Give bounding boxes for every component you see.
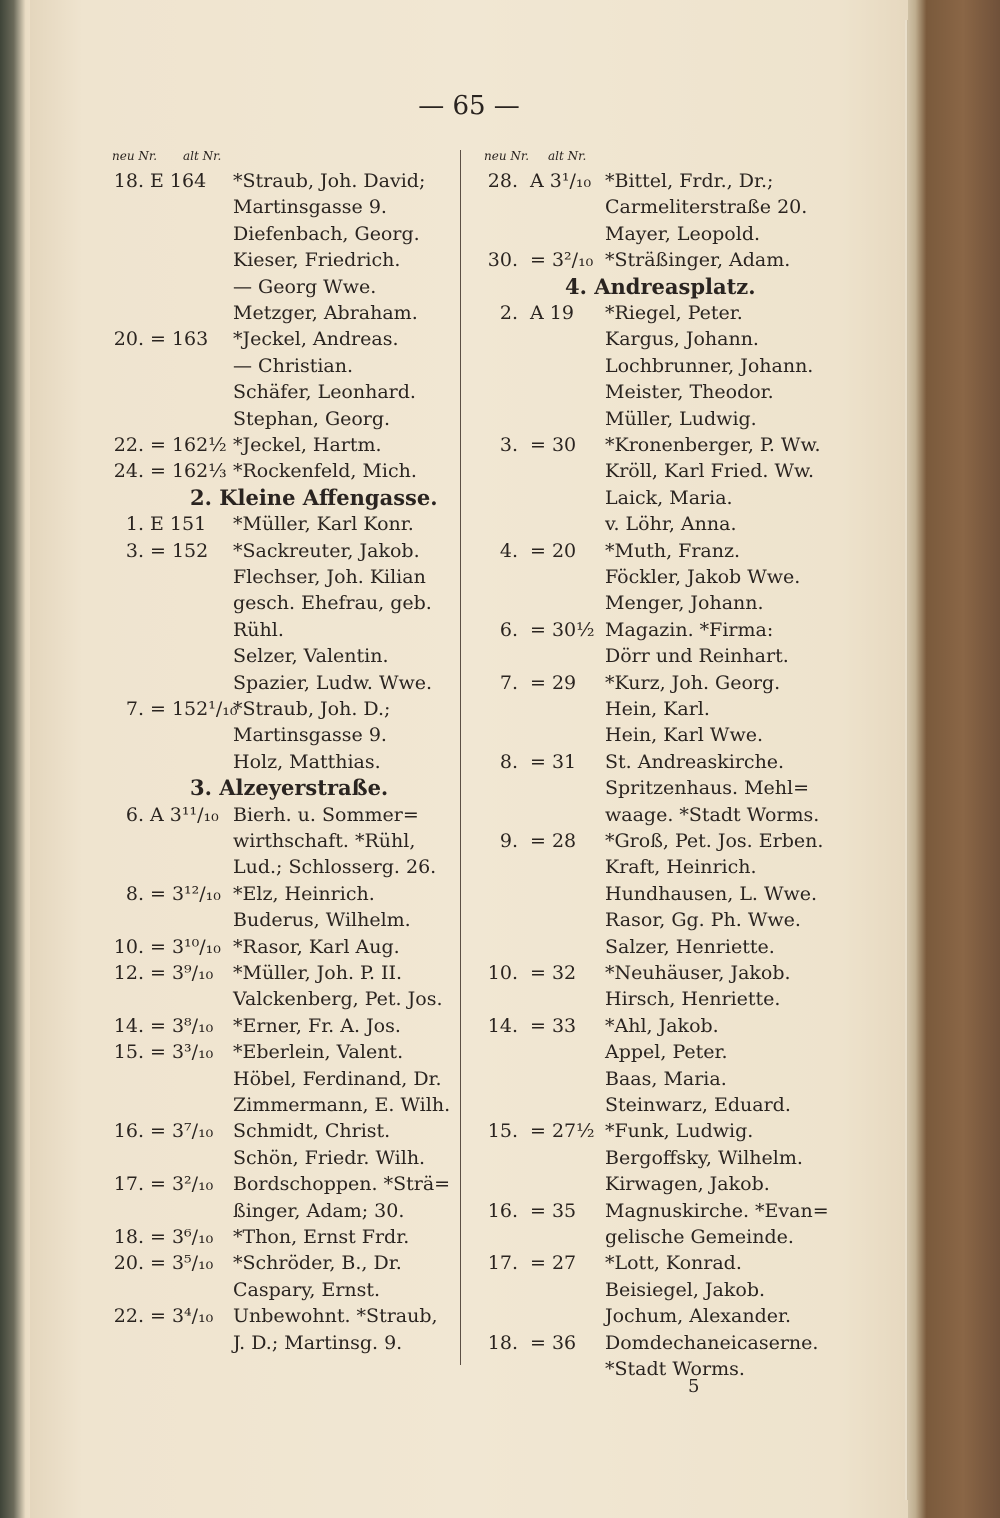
col-header-neu-left: neu Nr.: [112, 149, 158, 163]
entry-old-number: = 3⁵/₁₀: [150, 1252, 214, 1274]
entry-continuation: Höbel, Ferdinand, Dr.: [233, 1068, 442, 1090]
entry-old-number: = 3¹⁰/₁₀: [150, 936, 221, 958]
entry-continuation: Schön, Friedr. Wilh.: [233, 1147, 426, 1169]
entry-resident: *Straub, Joh. David;: [233, 170, 426, 192]
entry-old-number: = 32: [530, 962, 577, 984]
entry-continuation: Meister, Theodor.: [605, 381, 774, 403]
entry-resident: *Müller, Karl Konr.: [233, 513, 414, 535]
entry-resident: *Jeckel, Hartm.: [233, 434, 382, 456]
entry-old-number: = 3²/₁₀: [150, 1173, 214, 1195]
entry-new-number: 18.: [113, 1226, 144, 1248]
entry-resident: *Müller, Joh. P. II.: [233, 962, 403, 984]
entry-new-number: 8.: [499, 751, 518, 773]
entry-new-number: 28.: [487, 170, 518, 192]
entry-resident: *Jeckel, Andreas.: [233, 328, 399, 350]
entry-resident: *Rasor, Karl Aug.: [233, 936, 400, 958]
entry-old-number: = 30½: [530, 619, 595, 641]
entry-continuation: gesch. Ehefrau, geb.: [233, 592, 432, 614]
entry-resident: *Riegel, Peter.: [605, 302, 743, 324]
entry-continuation: Schäfer, Leonhard.: [233, 381, 416, 403]
entry-resident: *Sackreuter, Jakob.: [233, 540, 420, 562]
entry-new-number: 16.: [487, 1200, 518, 1222]
entry-continuation: Menger, Johann.: [605, 592, 764, 614]
book-cover-board: [908, 0, 1000, 1518]
entry-old-number: A 3¹/₁₀: [530, 170, 592, 192]
entry-continuation: v. Löhr, Anna.: [605, 513, 737, 535]
entry-continuation: Kröll, Karl Fried. Ww.: [605, 460, 815, 482]
entry-new-number: 9.: [499, 830, 518, 852]
entry-new-number: 7.: [499, 672, 518, 694]
entry-new-number: 14.: [487, 1015, 518, 1037]
entry-resident: *Ahl, Jakob.: [605, 1015, 719, 1037]
entry-continuation: — Christian.: [233, 355, 354, 377]
entry-continuation: Hirsch, Henriette.: [605, 988, 781, 1010]
entry-new-number: 18.: [113, 170, 144, 192]
entry-new-number: 8.: [125, 883, 144, 905]
entry-continuation: Caspary, Ernst.: [233, 1279, 381, 1301]
entry-resident: *Elz, Heinrich.: [233, 883, 375, 905]
entry-continuation: Holz, Matthias.: [233, 751, 381, 773]
entry-continuation: Müller, Ludwig.: [605, 408, 757, 430]
entry-resident: *Funk, Ludwig.: [605, 1120, 754, 1142]
entry-continuation: Buderus, Wilhelm.: [233, 909, 411, 931]
entry-continuation: Valckenberg, Pet. Jos.: [233, 988, 443, 1010]
entry-old-number: = 31: [530, 751, 577, 773]
entry-new-number: 7.: [125, 698, 144, 720]
entry-continuation: Stephan, Georg.: [233, 408, 391, 430]
entry-new-number: 20.: [113, 1252, 144, 1274]
entry-continuation: Beisiegel, Jakob.: [605, 1279, 766, 1301]
entry-continuation: Kraft, Heinrich.: [605, 856, 757, 878]
entry-resident: St. Andreaskirche.: [605, 751, 785, 773]
entry-continuation: Laick, Maria.: [605, 487, 733, 509]
entry-old-number: = 3⁸/₁₀: [150, 1015, 214, 1037]
entry-old-number: A 19: [530, 302, 574, 324]
entry-new-number: 10.: [113, 936, 144, 958]
entry-continuation: Kirwagen, Jakob.: [605, 1173, 770, 1195]
entry-old-number: = 30: [530, 434, 577, 456]
entry-continuation: gelische Gemeinde.: [605, 1226, 794, 1248]
entry-continuation: Lochbrunner, Johann.: [605, 355, 814, 377]
column-divider: [460, 150, 461, 1365]
entry-new-number: 20.: [113, 328, 144, 350]
entry-new-number: 16.: [113, 1120, 144, 1142]
entry-continuation: Hein, Karl.: [605, 698, 710, 720]
col-header-alt-left: alt Nr.: [183, 149, 222, 163]
entry-continuation: — Georg Wwe.: [233, 276, 377, 298]
entry-resident: Schmidt, Christ.: [233, 1120, 391, 1142]
entry-resident: Bordschoppen. *Strä=: [233, 1173, 451, 1195]
entry-old-number: = 3³/₁₀: [150, 1041, 214, 1063]
entry-continuation: Lud.; Schlosserg. 26.: [233, 856, 437, 878]
entry-continuation: Appel, Peter.: [605, 1041, 728, 1063]
entry-continuation: Baas, Maria.: [605, 1068, 727, 1090]
previous-page-edge: [0, 0, 34, 1518]
entry-new-number: 4.: [499, 540, 518, 562]
entry-new-number: 15.: [113, 1041, 144, 1063]
page-number: — 65 —: [418, 91, 520, 121]
entry-continuation: Kargus, Johann.: [605, 328, 759, 350]
col-header-neu-right: neu Nr.: [484, 149, 530, 163]
entry-old-number: E 151: [150, 513, 207, 535]
entry-continuation: Selzer, Valentin.: [233, 645, 389, 667]
entry-continuation: Bergoffsky, Wilhelm.: [605, 1147, 803, 1169]
entry-resident: Magnuskirche. *Evan=: [605, 1200, 829, 1222]
entry-new-number: 22.: [113, 1305, 144, 1327]
section-heading: 3. Alzeyerstraße.: [190, 775, 389, 800]
entry-old-number: = 28: [530, 830, 577, 852]
entry-continuation: J. D.; Martinsg. 9.: [233, 1332, 403, 1354]
entry-new-number: 15.: [487, 1120, 518, 1142]
entry-continuation: Kieser, Friedrich.: [233, 249, 401, 271]
entry-resident: *Thon, Ernst Frdr.: [233, 1226, 410, 1248]
entry-continuation: Carmeliterstraße 20.: [605, 196, 808, 218]
entry-new-number: 6.: [125, 804, 144, 826]
entry-old-number: A 3¹¹/₁₀: [150, 804, 219, 826]
entry-new-number: 18.: [487, 1332, 518, 1354]
entry-old-number: = 3⁹/₁₀: [150, 962, 214, 984]
entry-old-number: = 29: [530, 672, 577, 694]
entry-new-number: 3.: [125, 540, 144, 562]
entry-resident: Domdechaneicaserne.: [605, 1332, 819, 1354]
entry-old-number: = 163: [150, 328, 209, 350]
entry-old-number: E 164: [150, 170, 207, 192]
entry-resident: *Lott, Konrad.: [605, 1252, 742, 1274]
section-heading: 4. Andreasplatz.: [565, 274, 756, 299]
entry-continuation: Diefenbach, Georg.: [233, 223, 420, 245]
entry-continuation: Zimmermann, E. Wilh.: [233, 1094, 451, 1116]
entry-new-number: 12.: [113, 962, 144, 984]
entry-new-number: 17.: [487, 1252, 518, 1274]
entry-old-number: = 3⁴/₁₀: [150, 1305, 214, 1327]
entry-old-number: = 33: [530, 1015, 577, 1037]
entry-continuation: Jochum, Alexander.: [605, 1305, 792, 1327]
entry-new-number: 6.: [499, 619, 518, 641]
entry-resident: *Rockenfeld, Mich.: [233, 460, 417, 482]
entry-old-number: = 3²/₁₀: [530, 249, 594, 271]
entry-resident: *Bittel, Frdr., Dr.;: [605, 170, 774, 192]
entry-continuation: Martinsgasse 9.: [233, 724, 387, 746]
entry-resident: *Erner, Fr. A. Jos.: [233, 1015, 401, 1037]
entry-old-number: = 3¹²/₁₀: [150, 883, 221, 905]
entry-new-number: 30.: [487, 249, 518, 271]
entry-new-number: 24.: [113, 460, 144, 482]
entry-old-number: = 162⅓: [150, 460, 227, 482]
entry-old-number: = 152¹/₁₀: [150, 698, 238, 720]
entry-new-number: 2.: [499, 302, 518, 324]
entry-resident: *Neuhäuser, Jakob.: [605, 962, 791, 984]
entry-continuation: waage. *Stadt Worms.: [605, 804, 820, 826]
entry-continuation: Spritzenhaus. Mehl=: [605, 777, 810, 799]
entry-old-number: = 35: [530, 1200, 577, 1222]
entry-continuation: wirthschaft. *Rühl,: [233, 830, 416, 852]
entry-resident: Bierh. u. Sommer=: [233, 804, 419, 826]
entry-resident: *Kurz, Joh. Georg.: [605, 672, 781, 694]
entry-continuation: Mayer, Leopold.: [605, 223, 761, 245]
entry-continuation: Martinsgasse 9.: [233, 196, 387, 218]
entry-old-number: = 36: [530, 1332, 577, 1354]
entry-old-number: = 162½: [150, 434, 227, 456]
entry-continuation: Steinwarz, Eduard.: [605, 1094, 791, 1116]
entry-continuation: Salzer, Henriette.: [605, 936, 775, 958]
entry-continuation: Spazier, Ludw. Wwe.: [233, 672, 433, 694]
entry-continuation: Hein, Karl Wwe.: [605, 724, 764, 746]
entry-continuation: Flechser, Joh. Kilian: [233, 566, 426, 588]
entry-old-number: = 3⁷/₁₀: [150, 1120, 214, 1142]
entry-resident: *Straub, Joh. D.;: [233, 698, 391, 720]
entry-new-number: 17.: [113, 1173, 144, 1195]
entry-continuation: Rühl.: [233, 619, 284, 641]
entry-new-number: 1.: [125, 513, 144, 535]
entry-resident: *Schröder, B., Dr.: [233, 1252, 402, 1274]
col-header-alt-right: alt Nr.: [548, 149, 587, 163]
entry-continuation: Rasor, Gg. Ph. Wwe.: [605, 909, 801, 931]
entry-resident: *Muth, Franz.: [605, 540, 741, 562]
section-heading: 2. Kleine Affengasse.: [190, 485, 438, 510]
entry-new-number: 14.: [113, 1015, 144, 1037]
entry-resident: *Sträßinger, Adam.: [605, 249, 791, 271]
entry-continuation: Dörr und Reinhart.: [605, 645, 789, 667]
entry-old-number: = 27: [530, 1252, 577, 1274]
entry-old-number: = 3⁶/₁₀: [150, 1226, 214, 1248]
entry-continuation: *Stadt Worms.: [605, 1358, 745, 1380]
entry-resident: Unbewohnt. *Straub,: [233, 1305, 438, 1327]
entry-new-number: 10.: [487, 962, 518, 984]
entry-new-number: 3.: [499, 434, 518, 456]
entry-resident: *Eberlein, Valent.: [233, 1041, 404, 1063]
signature-mark: 5: [688, 1376, 700, 1397]
entry-old-number: = 27½: [530, 1120, 595, 1142]
entry-continuation: Metzger, Abraham.: [233, 302, 418, 324]
entry-new-number: 22.: [113, 434, 144, 456]
entry-resident: Magazin. *Firma:: [605, 619, 774, 641]
entry-old-number: = 20: [530, 540, 577, 562]
entry-old-number: = 152: [150, 540, 209, 562]
entry-continuation: Föckler, Jakob Wwe.: [605, 566, 801, 588]
entry-resident: *Kronenberger, P. Ww.: [605, 434, 821, 456]
entry-continuation: ßinger, Adam; 30.: [233, 1200, 405, 1222]
entry-resident: *Groß, Pet. Jos. Erben.: [605, 830, 824, 852]
entry-continuation: Hundhausen, L. Wwe.: [605, 883, 818, 905]
